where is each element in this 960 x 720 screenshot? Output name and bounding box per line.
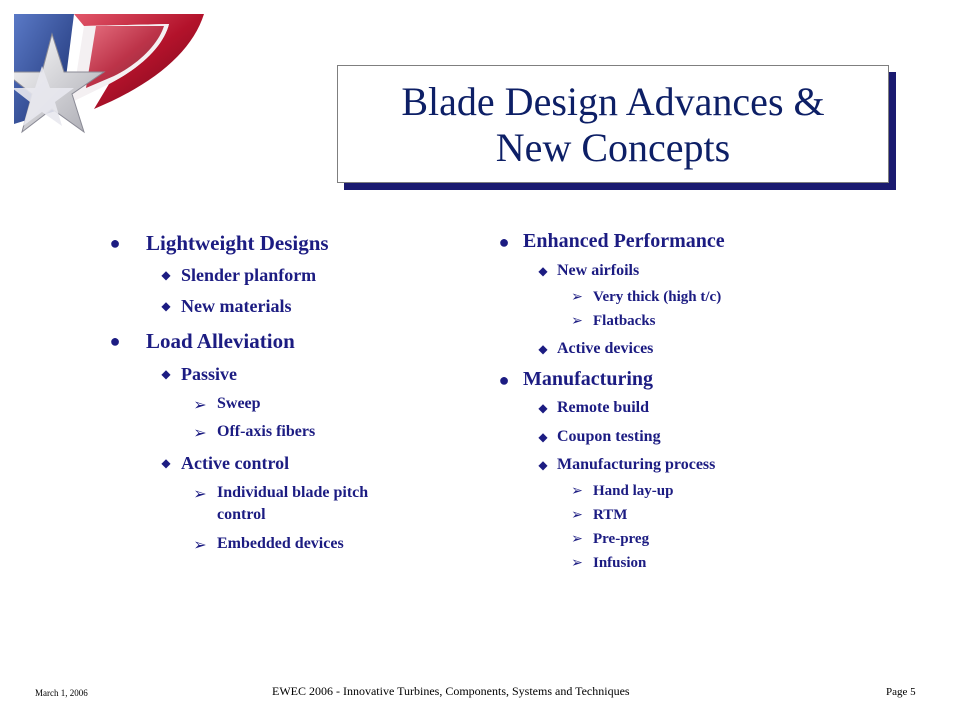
diamond-bullet-icon: ◆ [161,299,171,313]
slide: Blade Design Advances & New Concepts ● Lightweight Designs ◆ Slender planform ◆ New materials ● Load Alleviation ◆ Passive ➢ Sweep ➢ Off-axis fibers ◆ Active control ➢ Individual blade pitch control ➢ Embedded devices ● Enhanced Performance ◆ New airfoils ➢ Very thick (high t/c) ➢ Flatbacks ◆ Active devices ● Manufacturing ◆ Remote build ◆ Coupon testing ◆ Manufacturing process ➢ Hand lay-up ➢ RTM ➢ Pre-preg ➢ Infusion March 1, 2006 EWEC 2006 - Innovative Turbines, Components, Systems and Techniques Page 5 [0,0,960,720]
arrow-bullet-icon: ➢ [193,486,207,503]
title-line-2: New Concepts [495,125,731,170]
circle-bullet-icon: ● [498,232,510,252]
arrow-bullet-icon: ➢ [571,556,583,571]
footer-page-number: Page 5 [886,686,916,698]
diamond-bullet-icon: ◆ [161,367,171,381]
diamond-bullet-icon: ◆ [161,268,171,282]
slide-title [338,79,888,171]
footer-title: EWEC 2006 - Innovative Turbines, Components, Systems and Techniques [272,684,630,698]
arrow-bullet-icon: ➢ [193,537,207,554]
diamond-bullet-icon: ◆ [538,342,548,356]
star-flag-logo [14,14,204,164]
circle-bullet-icon: ● [109,233,121,253]
title-box [337,65,889,183]
title-line-1: Blade Design Advances & [401,79,825,124]
arrow-bullet-icon: ➢ [571,290,583,305]
diamond-bullet-icon: ◆ [538,264,548,278]
circle-bullet-icon: ● [109,331,121,351]
circle-bullet-icon: ● [498,370,510,390]
arrow-bullet-icon: ➢ [193,425,207,442]
arrow-bullet-icon: ➢ [571,532,583,547]
diamond-bullet-icon: ◆ [538,401,548,415]
arrow-bullet-icon: ➢ [571,508,583,523]
arrow-bullet-icon: ➢ [571,484,583,499]
diamond-bullet-icon: ◆ [538,430,548,444]
star-flag-logo-graphic [14,14,204,164]
diamond-bullet-icon: ◆ [538,458,548,472]
footer-date: March 1, 2006 [35,688,88,698]
arrow-bullet-icon: ➢ [193,397,207,414]
arrow-bullet-icon: ➢ [571,314,583,329]
diamond-bullet-icon: ◆ [161,456,171,470]
